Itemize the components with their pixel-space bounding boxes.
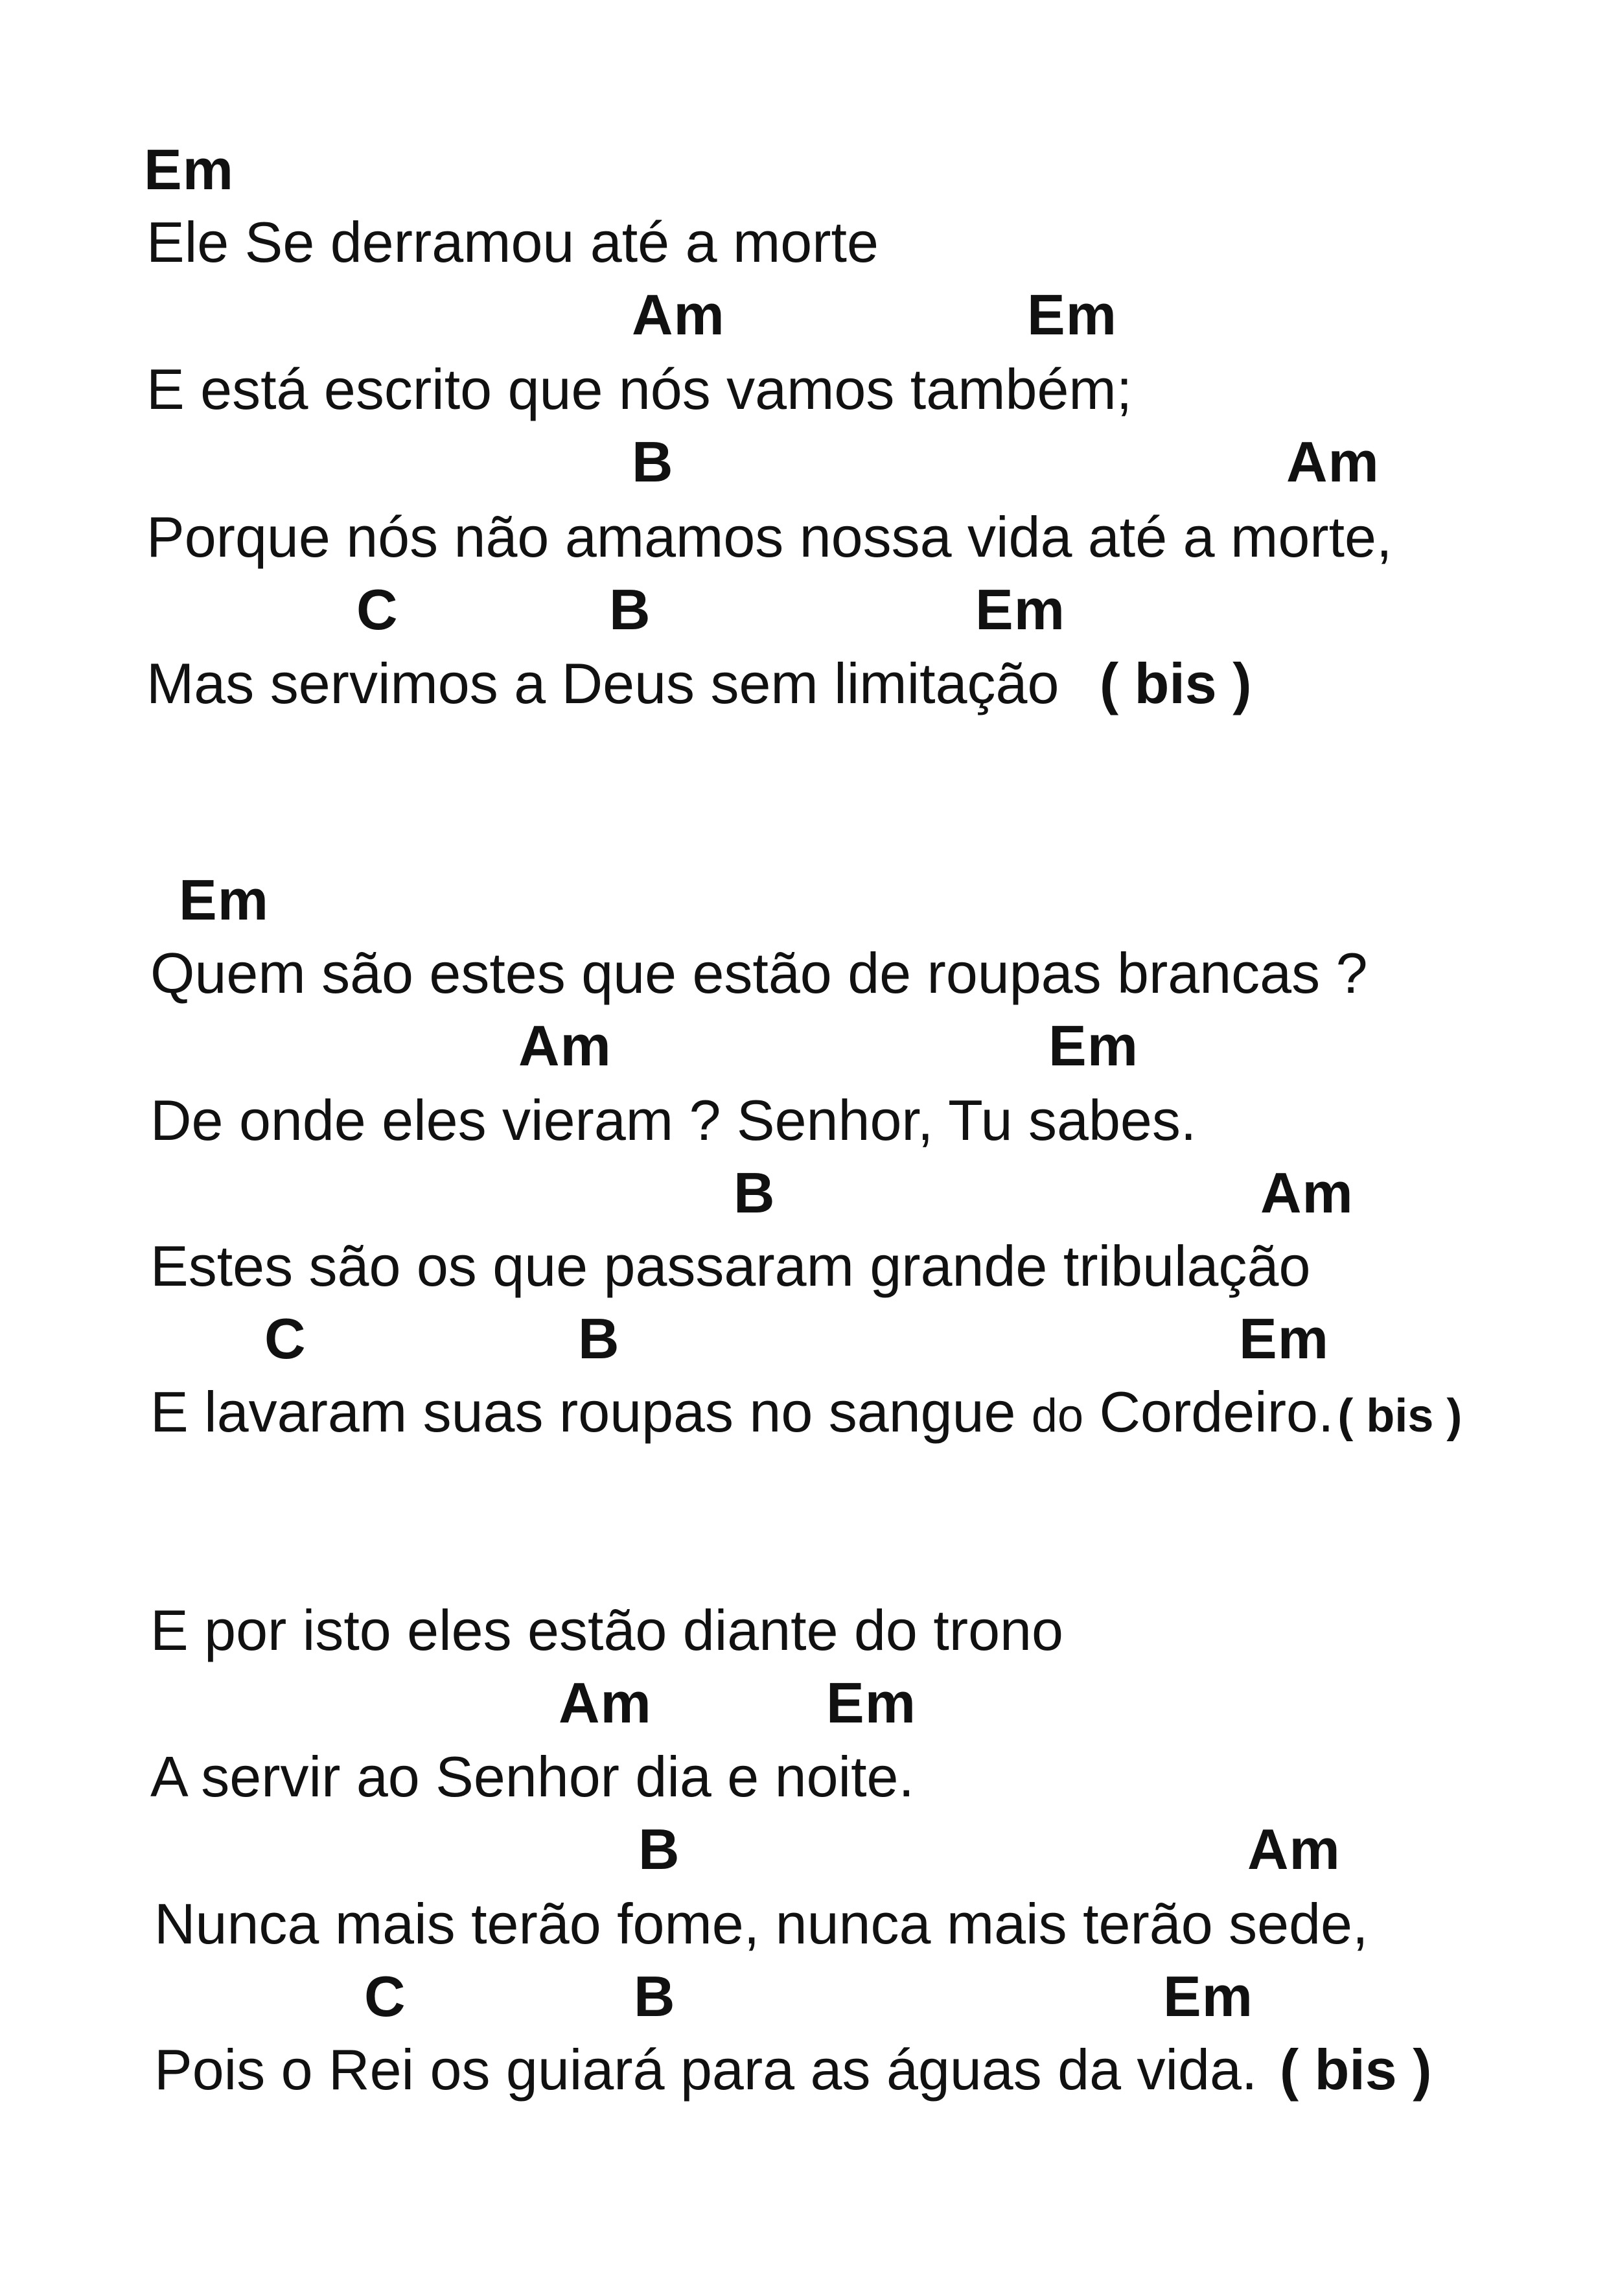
chord: Am [1286,430,1380,494]
chord: Em [975,577,1065,642]
chord: Am [1247,1817,1341,1881]
chord: C [356,577,399,642]
chord: Em [179,868,269,932]
lyric-line: Porque nós não amamos nossa vida até a morte, [146,505,1393,569]
lyric-text: do [1031,1390,1084,1442]
lyric-line: Nunca mais terão fome, nunca mais terão sede, [154,1892,1369,1956]
chord: C [364,1964,406,2028]
lyric-line: Estes são os que passaram grande tribulação [150,1234,1311,1298]
lyric-text: Mas servimos a Deus sem limitação [146,651,1059,715]
lyric-line [150,1380,1462,1444]
chord: B [638,1817,680,1881]
bis-tag: ( bis ) [1099,651,1252,715]
lyric-text: Cordeiro. [1083,1380,1334,1444]
lyric-line: Quem são estes que estão de roupas brancas ? [150,941,1368,1005]
lyric-line: Ele Se derramou até a morte [146,210,879,274]
lyric-text: Pois o Rei os guiará para as águas da vida. [154,2037,1258,2102]
chord: Em [1027,283,1117,347]
lyric-line: A servir ao Senhor dia e noite. [150,1745,914,1809]
chord: Em [826,1671,916,1735]
chord: B [578,1306,620,1371]
chord: C [264,1306,306,1371]
lyric-line: E está escrito que nós vamos também; [146,357,1133,421]
lyric-line: De onde eles vieram ? Senhor, Tu sabes. [150,1088,1197,1152]
chord: Em [1163,1964,1253,2028]
chord: Am [1260,1161,1354,1225]
chord: B [634,1964,676,2028]
chord: Am [559,1671,652,1735]
chord: B [632,430,674,494]
bis-tag: ( bis ) [1279,2037,1432,2102]
chord: B [609,577,651,642]
chord: Am [518,1014,612,1078]
lyric-line [146,651,1252,715]
chord: Em [1239,1306,1329,1371]
chord: B [734,1161,776,1225]
bis-tag: ( bis ) [1337,1390,1462,1442]
chord: Em [1048,1014,1139,1078]
chord: Em [144,137,234,202]
lyric-line [154,2037,1432,2102]
chord: Am [632,283,725,347]
lyric-line: E por isto eles estão diante do trono [150,1598,1063,1662]
lyric-text: E lavaram suas roupas no sangue [150,1380,1032,1444]
